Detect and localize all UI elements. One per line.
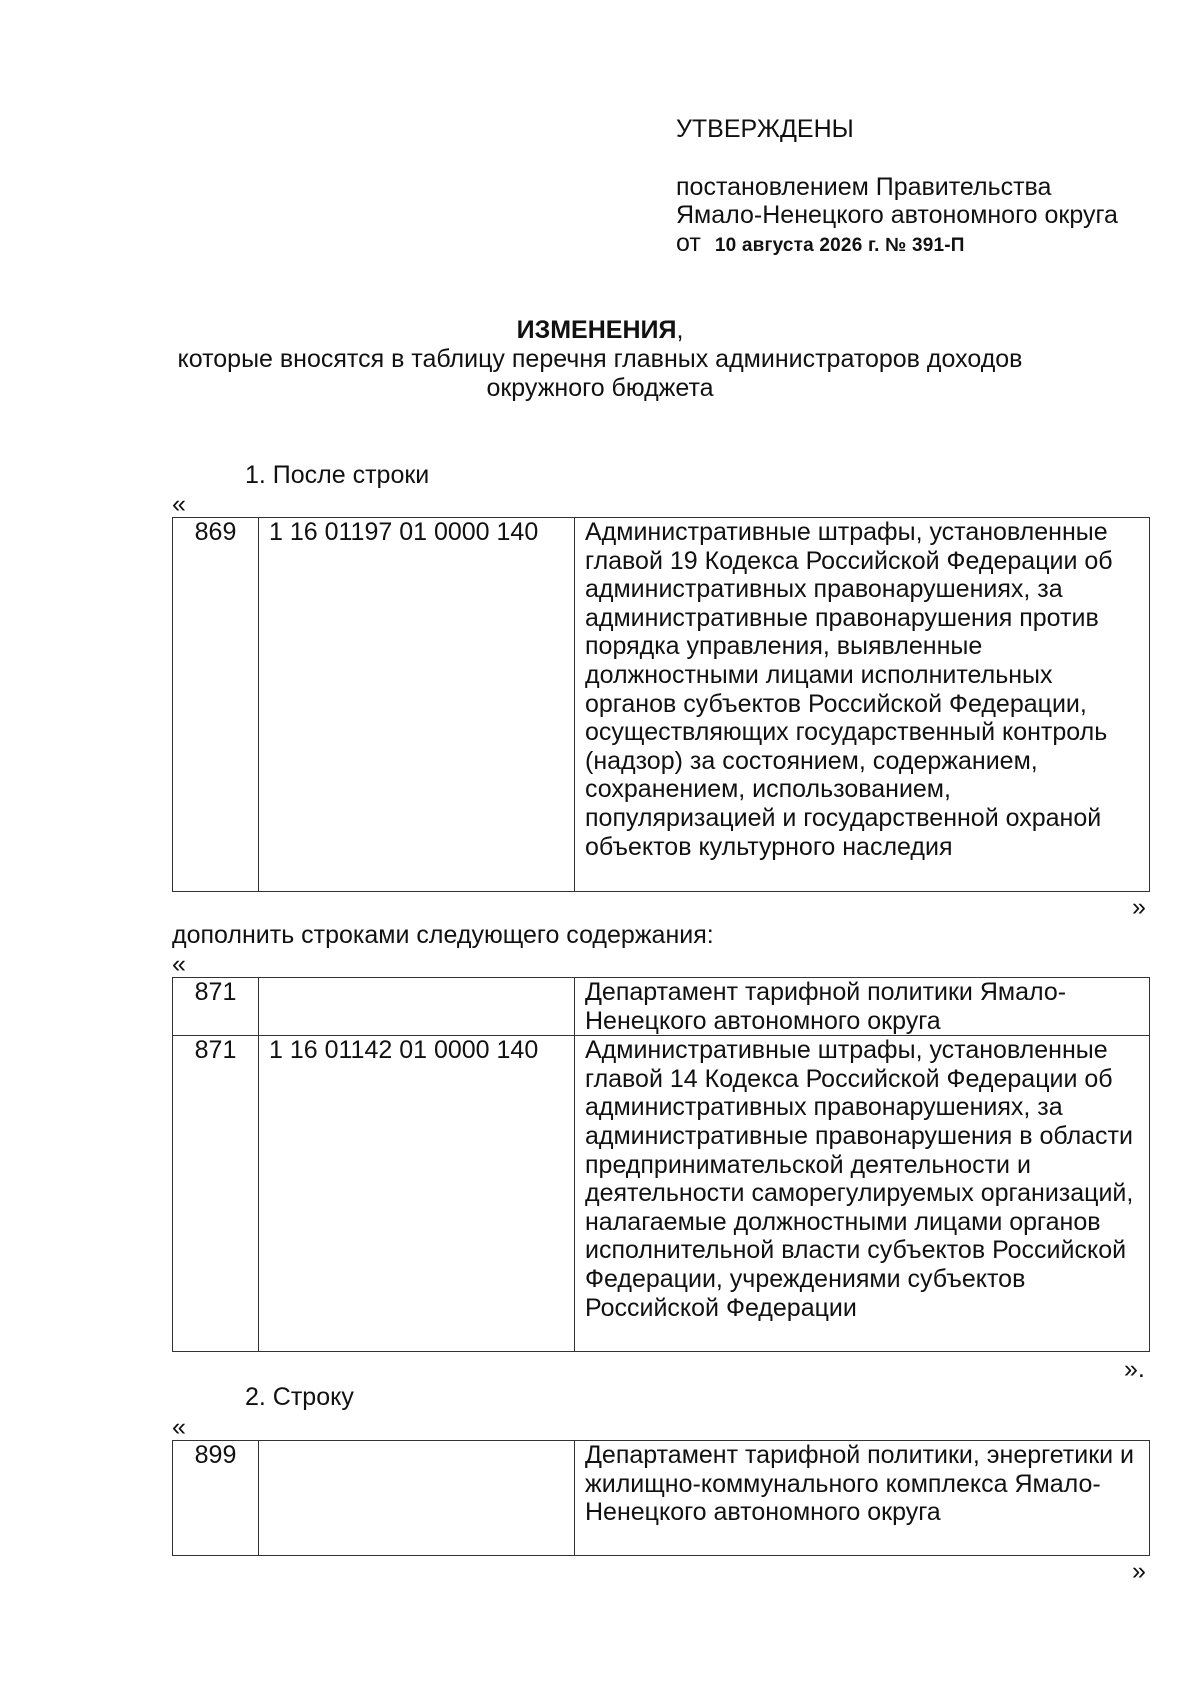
decree-date-line (676, 229, 965, 260)
table-existing-row (172, 517, 1150, 892)
document-subtitle-line-2: окружного бюджета (486, 374, 714, 402)
section-2-label: 2. Строку (245, 1383, 354, 1411)
supplement-text: дополнить строками следующего содержания: (172, 921, 714, 949)
description-cell: Департамент тарифной политики, энергетики и жилищно-коммунального комплекса Ямало-Ненецкого автономного округа (575, 1441, 1150, 1556)
income-code-cell: 1 16 01142 01 0000 140 (259, 1036, 575, 1352)
open-quote: « (172, 490, 186, 518)
close-quote: » (1132, 1557, 1146, 1585)
table-row (173, 978, 1150, 1036)
admin-code-cell: 871 (173, 1036, 259, 1352)
close-quote: » (1132, 893, 1146, 921)
document-title (0, 316, 1200, 345)
document-subtitle-line-1: которые вносятся в таблицу перечня главных администраторов доходов (177, 345, 1023, 373)
decree-line-1: постановлением Правительства (676, 173, 1052, 201)
decree-line-2: Ямало-Ненецкого автономного округа (676, 201, 1118, 229)
description-cell: Административные штрафы, установленные главой 19 Кодекса Российской Федерации об административных правонарушениях, за административные правонарушения против порядка управления, выявленные должностными лицами исполнительных органов субъектов Российской Федерации, осуществляющих государственный контроль (надзор) за состоянием, содержанием, сохранением, использованием, популяризацией и государственной охраной объектов культурного наследия (575, 518, 1150, 892)
decree-date-number: 10 августа 2026 г. № 391-П (714, 235, 965, 256)
decree-prefix: от (676, 229, 701, 257)
document-title-punct: , (676, 316, 684, 344)
income-code-cell: 1 16 01197 01 0000 140 (259, 518, 575, 892)
section-1-label: 1. После строки (245, 461, 430, 489)
table-new-rows (172, 977, 1150, 1352)
description-cell: Административные штрафы, установленные главой 14 Кодекса Российской Федерации об административных правонарушениях, за административные правонарушения в области предпринимательской деятельности и деятельности саморегулируемых организаций, налагаемые должностными лицами органов исполнительной власти субъектов Российской Федерации, учреждениями субъектов Российской Федерации (575, 1036, 1150, 1352)
open-quote: « (172, 1413, 186, 1441)
description-cell: Департамент тарифной политики Ямало-Ненецкого автономного округа (575, 978, 1150, 1036)
table-row (173, 518, 1150, 892)
admin-code-cell: 871 (173, 978, 259, 1036)
open-quote: « (172, 950, 186, 978)
admin-code-cell: 869 (173, 518, 259, 892)
approval-title: УТВЕРЖДЕНЫ (676, 115, 854, 143)
income-code-cell (259, 978, 575, 1036)
admin-code-cell: 899 (173, 1441, 259, 1556)
table-replaced-row (172, 1440, 1150, 1556)
income-code-cell (259, 1441, 575, 1556)
document-title-text: ИЗМЕНЕНИЯ (516, 316, 677, 344)
table-row (173, 1441, 1150, 1556)
table-row (173, 1036, 1150, 1352)
close-quote: ». (1124, 1355, 1145, 1383)
